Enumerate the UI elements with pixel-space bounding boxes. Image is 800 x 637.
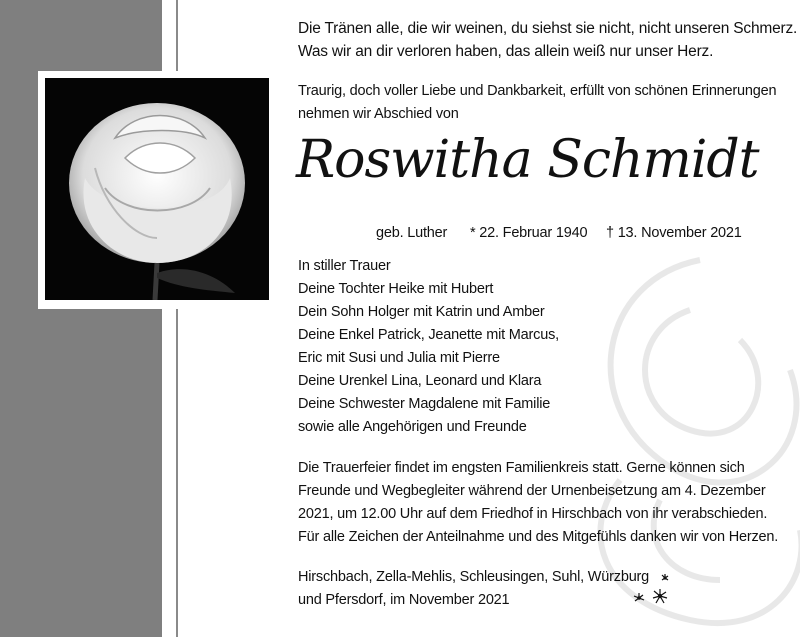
mourner-line: Deine Urenkel Lina, Leonard und Klara xyxy=(298,373,542,389)
rose-photo xyxy=(45,78,269,300)
mourner-line: In stiller Trauer xyxy=(298,258,391,274)
closing-places xyxy=(298,566,788,612)
intro-line: Traurig, doch voller Liebe und Dankbarkeit, erfüllt von schönen Erinnerungen xyxy=(298,83,777,99)
motto-line: Was wir an dir verloren haben, das allein weiß nur unser Herz. xyxy=(298,43,714,60)
deceased-name: Roswitha Schmidt xyxy=(296,130,759,190)
ceremony-notice xyxy=(298,457,788,549)
mourner-line: sowie alle Angehörigen und Freunde xyxy=(298,419,527,435)
closing-line: und Pfersdorf, im November 2021 xyxy=(298,592,510,608)
birth-date: * 22. Februar 1940 xyxy=(470,225,588,241)
mourners-list xyxy=(298,255,788,439)
motto-line: Die Tränen alle, die wir weinen, du siehst sie nicht, nicht unseren Schmerz. xyxy=(298,20,798,37)
mourner-line: Deine Schwester Magdalene mit Familie xyxy=(298,396,551,412)
ceremony-line: 2021, um 12.00 Uhr auf dem Friedhof in Hirschbach von ihr verabschieden. xyxy=(298,506,768,522)
mourner-line: Eric mit Susi und Julia mit Pierre xyxy=(298,350,500,366)
death-date: † 13. November 2021 xyxy=(606,225,742,241)
mourner-line: Deine Tochter Heike mit Hubert xyxy=(298,281,494,297)
dandelion-seeds-icon xyxy=(625,570,675,610)
ceremony-line: Für alle Zeichen der Anteilnahme und des Mitgefühls danken wir von Herzen. xyxy=(298,529,779,545)
closing-line: Hirschbach, Zella-Mehlis, Schleusingen, Suhl, Würzburg xyxy=(298,569,650,585)
ceremony-line: Die Trauerfeier findet im engsten Familienkreis statt. Gerne können sich xyxy=(298,460,745,476)
mourner-line: Dein Sohn Holger mit Katrin und Amber xyxy=(298,304,545,320)
motto-verse xyxy=(298,17,798,63)
birth-name: geb. Luther xyxy=(376,225,448,241)
intro-line: nehmen wir Abschied von xyxy=(298,106,459,122)
mourner-line: Deine Enkel Patrick, Jeanette mit Marcus, xyxy=(298,327,559,343)
intro-text xyxy=(298,80,788,126)
ceremony-line: Freunde und Wegbegleiter während der Urnenbeisetzung am 4. Dezember xyxy=(298,483,766,499)
